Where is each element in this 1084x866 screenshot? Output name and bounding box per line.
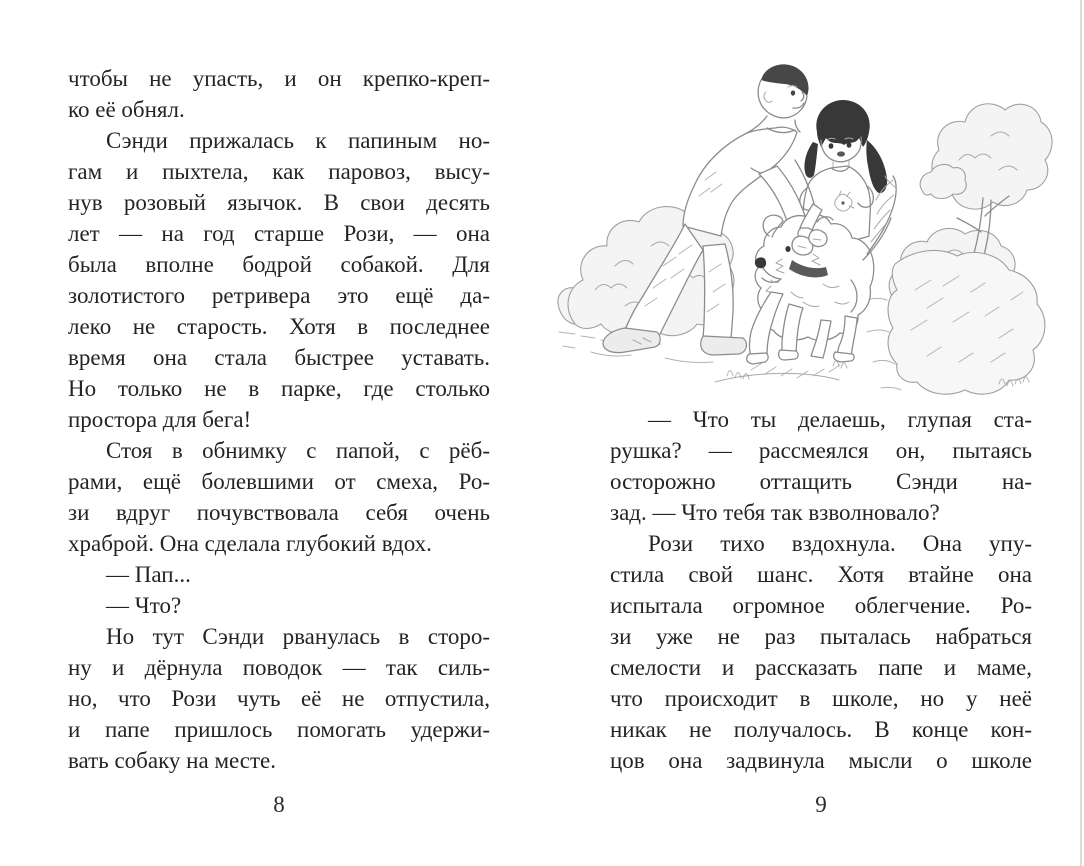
text-line: Рози тихо вздохнула. Она упу-: [648, 531, 1032, 556]
girl-pigtail-right: [866, 140, 887, 193]
text-line: храброй. Она сделала глубокий вдох.: [68, 531, 432, 556]
text-line: зад. — Что тебя так взволновало?: [610, 500, 940, 525]
father-hair: [761, 64, 809, 96]
girl-mouth: [837, 151, 845, 156]
page-right-text: [610, 404, 1032, 776]
text-line: и папе пришлось помогать удержи-: [68, 717, 490, 742]
text-line: леко не старость. Хотя в последнее: [68, 314, 490, 339]
text-line: Стоя в обнимку с папой, с рёб-: [106, 438, 490, 463]
text-line: смелости и рассказать папе и маме,: [610, 655, 1032, 680]
text-line: золотистого ретривера это ещё да-: [68, 283, 490, 308]
dog-eye: [785, 246, 790, 252]
text-line: время она стала быстрее уставать.: [68, 345, 490, 370]
text-line: Но тут Сэнди рванулась в сторо-: [106, 624, 490, 649]
text-line: рушка? — рассмеялся он, пытаясь: [610, 438, 1032, 463]
father-hand: [809, 230, 827, 247]
text-line: что происходит в школе, но у неё: [610, 686, 1032, 711]
text-line: стила свой шанс. Хотя втайне она: [610, 562, 1032, 587]
text-line: зи уже не раз пыталась набраться: [610, 624, 1032, 649]
park-illustration: [555, 40, 1055, 400]
girl-eye: [829, 143, 834, 149]
text-line: но, что Рози чуть её не отпустила,: [68, 686, 490, 711]
foreground-grass: [715, 361, 847, 382]
text-line: простора для бега!: [68, 407, 252, 432]
text-line: была вполне бодрой собакой. Для: [68, 252, 490, 277]
text-line: никак не получалось. В конце кон-: [610, 717, 1032, 742]
page-number-right: 9: [815, 792, 827, 817]
text-line: вать собаку на месте.: [68, 748, 276, 773]
text-line: Сэнди прижалась к папиным но-: [106, 128, 490, 153]
text-line: испытала огромное облегчение. Ро-: [610, 593, 1032, 618]
father-leg: [703, 244, 733, 339]
page-number-left: 8: [273, 792, 285, 817]
father-eye: [791, 90, 795, 95]
scan-edge-line: [1080, 0, 1082, 866]
father-shoe: [701, 336, 747, 355]
dog-paw: [747, 353, 768, 364]
text-line: гам и пыхтела, как паровоз, высу-: [68, 159, 490, 184]
grass-mound: [888, 250, 1045, 394]
text-line: зи вдруг почувствовала себя очень: [68, 500, 490, 525]
text-line: — Что ты делаешь, глупая ста-: [648, 407, 1032, 432]
text-line: — Пап...: [106, 562, 191, 587]
dog-paw: [834, 352, 854, 362]
text-line: рами, ещё болевшими от смеха, Ро-: [68, 469, 490, 494]
page-left-text: [68, 63, 490, 776]
text-line: цов она задвинула мысли о школе: [610, 748, 1032, 773]
park-illustration-drawing: [555, 40, 1055, 400]
girl-eye: [847, 142, 852, 148]
text-line: чтобы не упасть, и он крепко-креп-: [68, 66, 490, 91]
text-line: нув розовый язычок. В свои десять: [68, 190, 490, 215]
dog-paw: [779, 350, 799, 360]
text-line: Но только не в парке, где столько: [68, 376, 490, 401]
text-line: ну и дёрнула поводок — так силь-: [68, 655, 490, 680]
text-line: ко её обнял.: [68, 97, 185, 122]
text-line: лет — на год старше Рози, — она: [68, 221, 490, 246]
text-line: — Что?: [106, 593, 182, 618]
text-line: осторожно оттащить Сэнди на-: [610, 469, 1032, 494]
girl-pigtail-left: [804, 142, 818, 178]
